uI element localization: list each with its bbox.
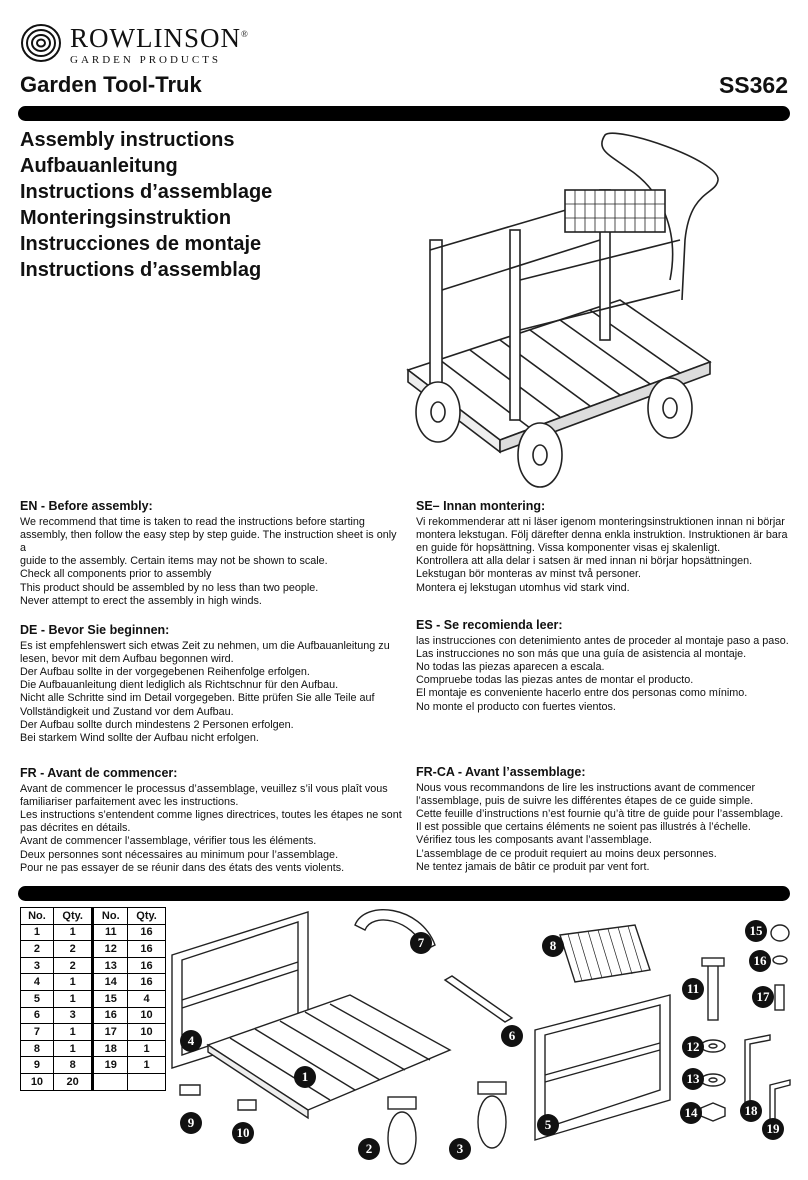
rowlinson-logo-icon <box>20 23 62 63</box>
heading-es: Instrucciones de montaje <box>20 233 262 255</box>
table-cell: 1 <box>53 990 93 1007</box>
part-label-9: 9 <box>180 1112 202 1134</box>
section-frca-body: Nous vous recommandons de lire les instructions avant de commencer l’assemblage, puis de suivre les différentes étapes de ce guide simple. Cette feuille d’instructions n’est fournie qu’à titre de guide pour l’assemblage. Il est possible que certains éléments ne soient pas illustrés à l’échelle. Vérifiez tous les composants avant l’assemblage. L’assemblage de ce produit requiert au moins deux personnes. Ne tentez jamais de bâtir ce produit par vent fort. <box>416 782 784 873</box>
part-label-15: 15 <box>745 920 767 942</box>
table-cell: 10 <box>128 1007 166 1024</box>
brand-logo <box>20 20 249 66</box>
table-row <box>21 957 166 974</box>
section-de-body: Es ist empfehlenswert sich etwas Zeit zu nehmen, um die Aufbauanleitung zu lesen, bevor mit dem Aufbau begonnen wird. Der Aufbau sollte in der vorgegebenen Reihenfolge erfolgen. Die Aufbauanleitung dient lediglich als Richtschnur für den Aufbau. Nicht alle Schritte sind im Detail vorgegeben. Bitte prüfen Sie alle Teile auf Vollständigkeit und Zustand vor dem Aufbau. Der Aufbau sollte durch mindestens 2 Personen erfolgen. Bei starkem Wind sollte der Aufbau nicht erfolgen. <box>20 640 390 744</box>
brand-name: ROWLINSON <box>70 23 241 53</box>
table-cell: 16 <box>93 1007 128 1024</box>
table-cell: 11 <box>93 924 128 941</box>
table-cell: 13 <box>93 957 128 974</box>
part-label-17: 17 <box>752 986 774 1008</box>
table-cell: 12 <box>93 941 128 958</box>
table-cell: 10 <box>128 1024 166 1041</box>
table-row <box>21 1057 166 1074</box>
table-cell: 4 <box>128 990 166 1007</box>
part-label-4: 4 <box>180 1030 202 1052</box>
table-row <box>21 1040 166 1057</box>
table-cell: 1 <box>128 1040 166 1057</box>
brand-subtitle: GARDEN PRODUCTS <box>70 54 222 66</box>
table-cell: 2 <box>53 957 93 974</box>
table-cell <box>93 1073 128 1090</box>
table-cell: 16 <box>128 957 166 974</box>
table-cell: 8 <box>21 1040 54 1057</box>
table-cell: 3 <box>21 957 54 974</box>
table-cell: 1 <box>53 924 93 941</box>
col-no-2: No. <box>93 908 128 925</box>
part-label-14: 14 <box>680 1102 702 1124</box>
table-cell: 2 <box>21 941 54 958</box>
section-frca-title: FR-CA - Avant l’assemblage: <box>416 765 586 779</box>
table-cell: 15 <box>93 990 128 1007</box>
section-fr <box>20 767 402 875</box>
heading-frca: Instructions d’assemblag <box>20 259 262 281</box>
part-label-12: 12 <box>682 1036 704 1058</box>
section-fr-body: Avant de commencer le processus d’assemblage, veuillez s’il vous plaît vous familiariser parfaitement avec les instructions. Les instructions s’entendent comme lignes directrices, toutes les étapes ne sont pas décrites en détails. Avant de commencer l’assemblage, vérifier tous les éléments. Deux personnes sont nécessaires au minimum pour l’assemblage. Pour ne pas essayer de se réunir dans des états des vents violents. <box>20 783 402 874</box>
table-row <box>21 974 166 991</box>
table-cell: 16 <box>128 941 166 958</box>
table-cell: 14 <box>93 974 128 991</box>
table-cell: 18 <box>93 1040 128 1057</box>
product-code: SS362 <box>718 72 788 98</box>
table-cell: 16 <box>128 974 166 991</box>
part-label-5: 5 <box>537 1114 559 1136</box>
table-cell: 1 <box>21 924 54 941</box>
table-cell: 1 <box>53 1040 93 1057</box>
table-cell: 3 <box>53 1007 93 1024</box>
col-qty-2: Qty. <box>128 908 166 925</box>
section-es-body: las instrucciones con detenimiento antes de proceder al montaje paso a paso. Las instrucciones no son más que una guía de asistencia al montaje. No todas las piezas aparecen a escala. Compruebe todas las piezas antes de montar el producto. El montaje es conveniente hacerlo entre dos personas como mínimo. No monte el producto con fuertes vientos. <box>416 635 789 713</box>
col-qty-1: Qty. <box>53 908 93 925</box>
part-label-19: 19 <box>762 1118 784 1140</box>
section-de-title: DE - Bevor Sie beginnen: <box>20 623 170 637</box>
section-en-body: We recommend that time is taken to read the instructions before starting assembly, then follow the easy step by step guide. The instruction sheet is only a guide to the assembly. Certain items may not be shown to scale. Check all components prior to assembly This product should be assembled by no less than two people. Never attempt to erect the assembly in high winds. <box>20 516 397 607</box>
table-cell: 20 <box>53 1073 93 1090</box>
part-label-8: 8 <box>542 935 564 957</box>
registered-mark: ® <box>241 29 249 39</box>
section-en <box>20 500 402 608</box>
part-label-13: 13 <box>682 1068 704 1090</box>
parts-divider <box>18 886 790 901</box>
section-se-body: Vi rekommenderar att ni läser igenom monteringsinstruktionen innan ni börjar montera lekstugan. Följ därefter denna enkla instruktion. Instruktionen är bara en guide för hopsättning. Vissa komponenter visas ej skalenligt. Kontrollera att alla delar i satsen är med innan ni börjar hopsättningen. Lekstugan bör monteras av minst två personer. Montera ej lekstugan utomhus vid stark vind. <box>416 516 788 594</box>
part-label-2: 2 <box>358 1138 380 1160</box>
table-cell: 1 <box>53 974 93 991</box>
part-label-10: 10 <box>232 1122 254 1144</box>
table-row <box>21 1007 166 1024</box>
table-cell: 7 <box>21 1024 54 1041</box>
heading-en: Assembly instructions <box>20 129 235 151</box>
section-de <box>20 624 402 745</box>
table-row <box>21 1073 166 1090</box>
table-cell: 1 <box>53 1024 93 1041</box>
section-se-title: SE– Innan montering: <box>416 499 546 513</box>
table-row <box>21 941 166 958</box>
heading-de: Aufbauanleitung <box>20 155 178 177</box>
table-cell: 1 <box>128 1057 166 1074</box>
section-se <box>416 500 798 595</box>
section-es-title: ES - Se recomienda leer: <box>416 618 563 632</box>
part-label-7: 7 <box>410 932 432 954</box>
table-cell: 4 <box>21 974 54 991</box>
section-frca <box>416 766 798 874</box>
part-label-6: 6 <box>501 1025 523 1047</box>
section-en-title: EN - Before assembly: <box>20 499 153 513</box>
top-divider <box>18 106 790 121</box>
product-title: Garden Tool-Truk <box>20 72 202 97</box>
part-label-18: 18 <box>740 1100 762 1122</box>
tool-truk-illustration <box>400 130 720 490</box>
table-cell: 17 <box>93 1024 128 1041</box>
table-cell: 10 <box>21 1073 54 1090</box>
part-label-3: 3 <box>449 1138 471 1160</box>
section-es <box>416 619 798 714</box>
table-row <box>21 990 166 1007</box>
table-cell: 16 <box>128 924 166 941</box>
parts-table <box>20 907 166 1091</box>
section-fr-title: FR - Avant de commencer: <box>20 766 178 780</box>
table-row <box>21 924 166 941</box>
parts-illustrations <box>160 900 800 1175</box>
table-cell: 9 <box>21 1057 54 1074</box>
table-row <box>21 1024 166 1041</box>
heading-se: Monteringsinstruktion <box>20 207 232 229</box>
part-label-16: 16 <box>749 950 771 972</box>
table-cell: 8 <box>53 1057 93 1074</box>
table-cell: 6 <box>21 1007 54 1024</box>
table-cell: 19 <box>93 1057 128 1074</box>
table-cell: 2 <box>53 941 93 958</box>
table-cell: 5 <box>21 990 54 1007</box>
part-label-1: 1 <box>294 1066 316 1088</box>
instruction-headings <box>20 127 272 283</box>
heading-fr: Instructions d’assemblage <box>20 181 273 203</box>
col-no-1: No. <box>21 908 54 925</box>
part-label-11: 11 <box>682 978 704 1000</box>
